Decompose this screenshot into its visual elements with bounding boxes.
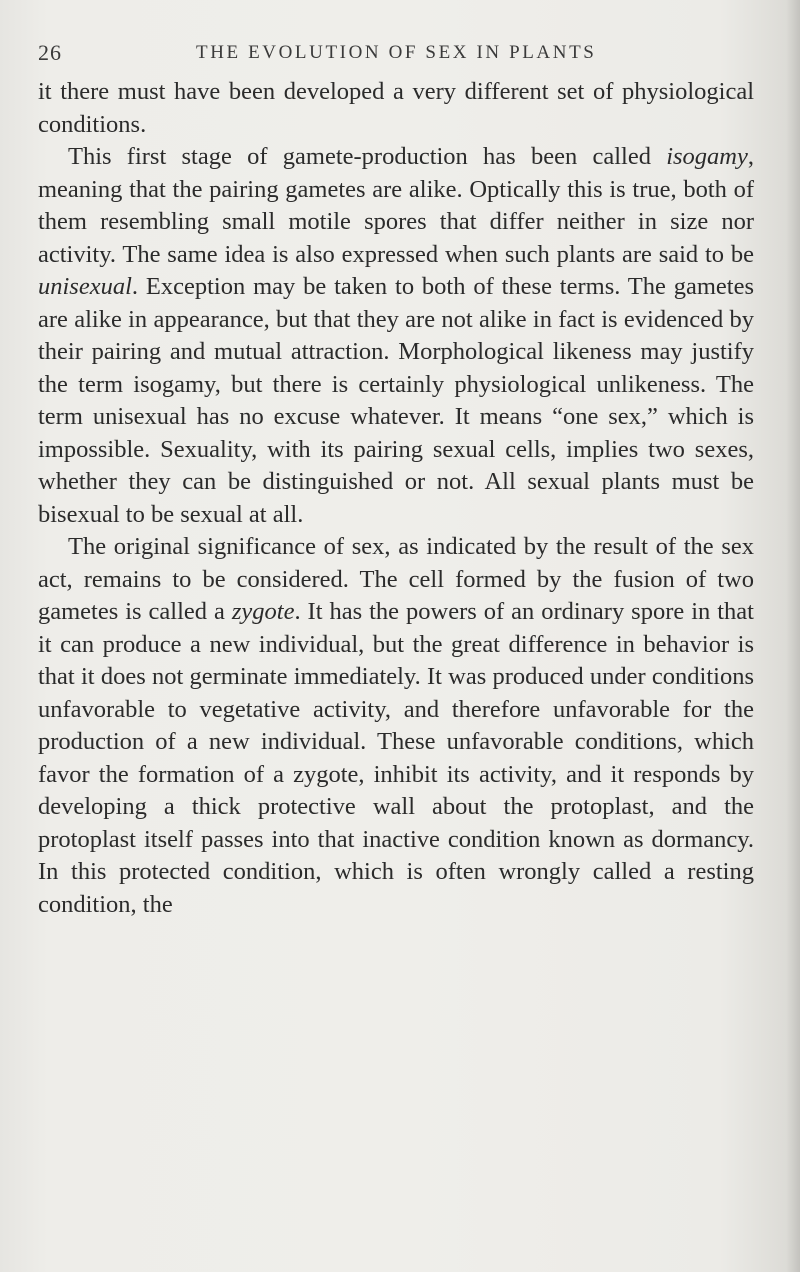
paragraph-isogamy [38, 141, 754, 531]
text-run: , meaning that the pairing gametes are alike. Optically this is true, both of them resembling small motile spores that differ neither in size nor activity. The same idea is also expressed when such plants are said to be [38, 143, 754, 268]
page-number: 26 [38, 40, 62, 65]
page-header [38, 40, 738, 72]
paragraph-zygote [38, 531, 754, 921]
term-isogamy: isogamy [666, 143, 748, 170]
paragraph-continued: it there must have been developed a very different set of physiological conditions. [38, 78, 754, 138]
running-head: THE EVOLUTION OF SEX IN PLANTS [196, 42, 597, 63]
term-unisexual: unisexual [38, 273, 132, 300]
page-edge-shadow [786, 0, 800, 1272]
text-run: This first stage of gamete-production has been called [68, 143, 667, 170]
term-zygote: zygote [231, 598, 295, 625]
text-run: . It has the powers of an ordinary spore in that it can produce a new individual, but the great difference in behavior is that it does not germinate immediately. It was produced under conditions unfavorable to vegetative activity, and therefore unfavorable for the production of a new individual. These unfavorable conditions, which favor the formation of a zygote, inhibit its activity, and it responds by developing a thick protective wall about the protoplast, and the protoplast itself passes into that inactive condition known as dormancy. In this protected condition, which is often wrongly called a resting condition, the [38, 598, 754, 918]
body-text [38, 76, 754, 921]
text-run: . Exception may be taken to both of these terms. The gametes are alike in appearance, but that they are not alike in fact is evidenced by their pairing and mutual attraction. Morphological likeness may justify the term isogamy, but there is certainly physiological unlikeness. The term unisexual has no excuse whatever. It means “one sex,” which is impossible. Sexuality, with its pairing sexual cells, implies two sexes, whether they can be distinguished or not. All sexual plants must be bisexual to be sexual at all. [38, 273, 754, 528]
text-run: The original significance of sex, as indicated by the result of the sex act, remains to be considered. The cell formed by the fusion of two gametes is called a [38, 533, 754, 625]
